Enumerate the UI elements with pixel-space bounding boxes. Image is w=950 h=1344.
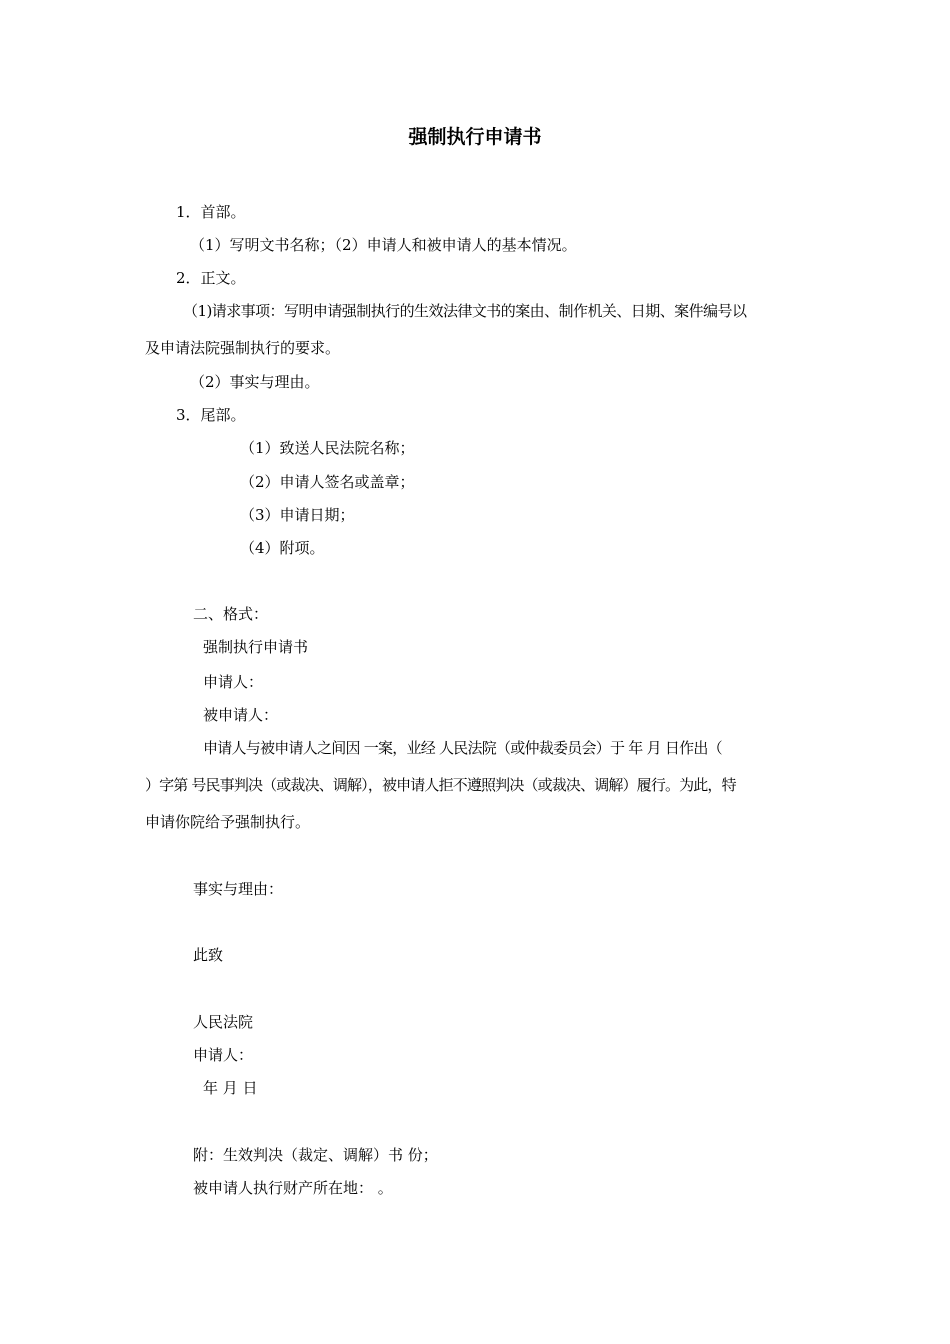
court-name: 人民法院 (193, 1013, 254, 1031)
section-3-heading: 3．尾部。 (176, 406, 246, 424)
format-heading: 二、格式： (193, 605, 269, 623)
section-2-item-1-cont: 及申请法院强制执行的要求。 (145, 339, 341, 357)
section-3-item-4: （4）附项。 (240, 539, 325, 557)
signature-date: 年 月 日 (203, 1079, 258, 1097)
section-2-item-2: （2）事实与理由。 (190, 373, 320, 391)
format-body-line-2: ）字第 号民事判决（或裁决、调解），被申请人拒不遵照判决（或裁决、调解）履行。为此，特 (145, 776, 736, 794)
section-3-item-3: （3）申请日期； (240, 506, 355, 524)
section-2-item-1: （1)请求事项：写明申请强制执行的生效法律文书的案由、制作机关、日期、案件编号以 (183, 302, 747, 320)
section-3-item-1: （1）致送人民法院名称； (240, 439, 415, 457)
format-body-line-1: 申请人与被申请人之间因 一案，业经 人民法院（或仲裁委员会）于 年 月 日作出（ (203, 739, 722, 757)
document-title: 强制执行申请书 (408, 126, 542, 148)
signature-applicant: 申请人： (193, 1046, 254, 1064)
section-1-heading: 1．首部。 (176, 203, 246, 221)
format-respondent: 被申请人： (203, 706, 279, 724)
salutation: 此致 (193, 946, 224, 964)
format-body-line-3: 申请你院给予强制执行。 (145, 813, 311, 831)
section-3-item-2: （2）申请人签名或盖章； (240, 473, 415, 491)
section-2-heading: 2．正文。 (176, 269, 246, 287)
attachment-property-location: 被申请人执行财产所在地： 。 (193, 1179, 393, 1197)
facts-and-reasons: 事实与理由： (193, 880, 284, 898)
format-applicant: 申请人： (203, 673, 264, 691)
format-title: 强制执行申请书 (203, 638, 309, 656)
section-1-item: （1）写明文书名称；（2）申请人和被申请人的基本情况。 (190, 236, 577, 254)
attachment-judgment: 附：生效判决（裁定、调解）书 份； (193, 1146, 438, 1164)
